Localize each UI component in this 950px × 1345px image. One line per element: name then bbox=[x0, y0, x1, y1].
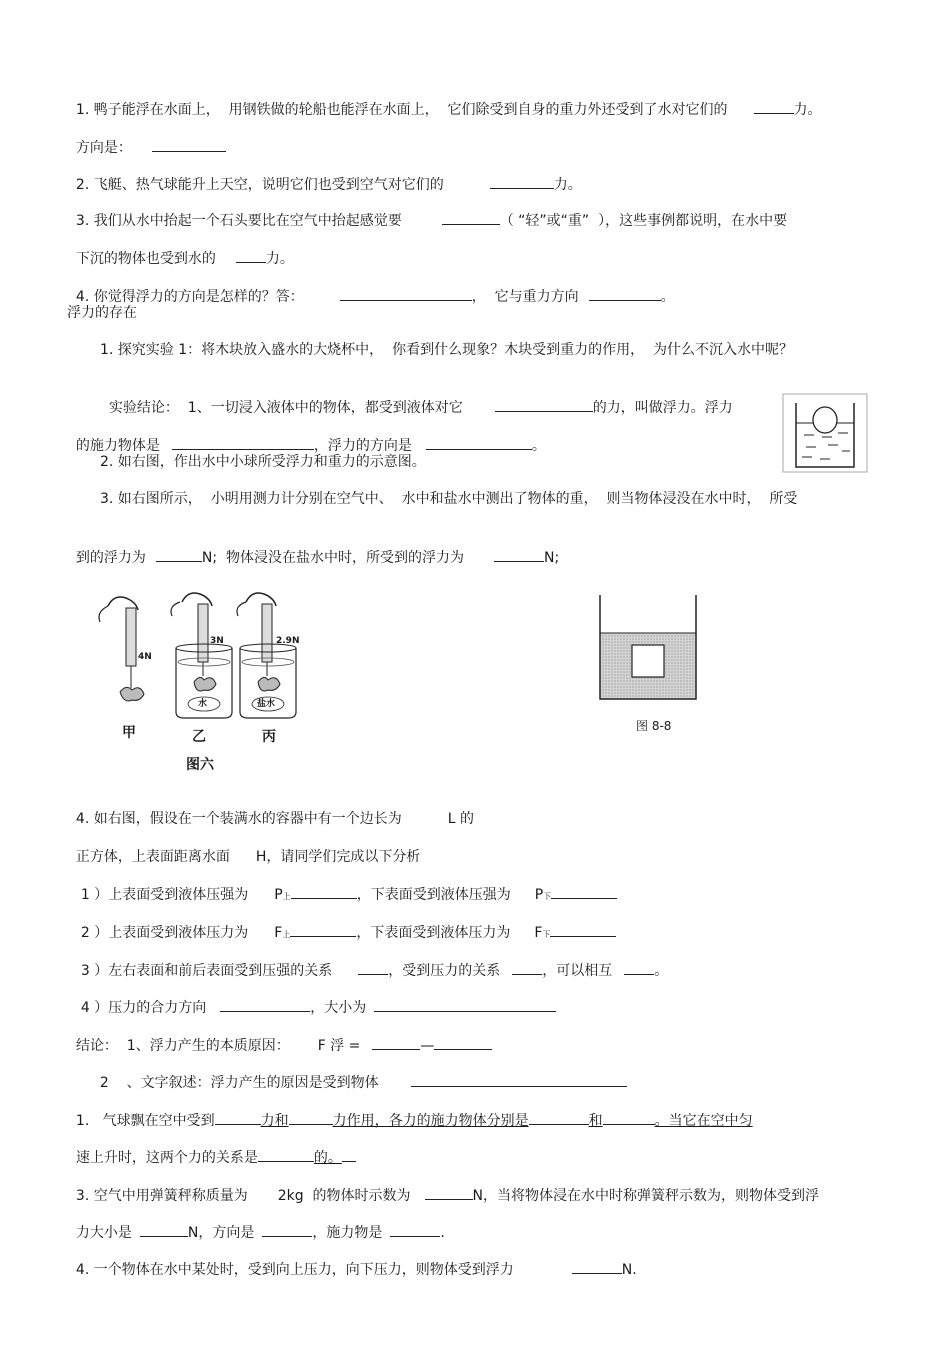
exp3-blank1[interactable] bbox=[156, 547, 202, 562]
formula-symbol: F 浮 = bbox=[317, 1038, 361, 1054]
q3-blank[interactable] bbox=[442, 210, 500, 225]
conclusion-word-blank[interactable] bbox=[411, 1072, 627, 1087]
practice-4-blank[interactable] bbox=[572, 1259, 622, 1274]
q2-text-end: 力。 bbox=[553, 177, 582, 193]
conclusion-text2: 的施力物体是 bbox=[75, 438, 160, 454]
label-bing: 丙 bbox=[262, 729, 276, 745]
practice-3-text5: N，方向是 bbox=[187, 1225, 255, 1241]
analysis-3-blank3[interactable] bbox=[624, 960, 654, 975]
q1-text-end: 力。 bbox=[793, 102, 822, 118]
q2-text: 2. 飞艇、热气球能升上天空，说明它们也受到空气对它们的 bbox=[75, 177, 444, 193]
practice-1-text2: 力和 bbox=[260, 1113, 289, 1129]
analysis-3-mid1: ，受到压力的关系 bbox=[388, 963, 501, 979]
experiment-3: 3. 如右图所示， 小明用测力计分别在空气中、 水中和盐水中测出了物体的重， 则当物体浸没在水中时， 所受 bbox=[100, 491, 798, 507]
practice-3-text6: ，施力物是 bbox=[312, 1225, 383, 1241]
experiment-1: 1. 探究实验 1：将木块放入盛水的大烧杯中， 你看到什么现象？木块受到重力的作用， 为什么不沉入水中呢？ bbox=[100, 342, 793, 358]
practice-3-text2: 2kg 的物体时示数为 bbox=[277, 1188, 411, 1204]
scale-air bbox=[99, 597, 144, 701]
p-bottom-blank[interactable] bbox=[551, 884, 617, 899]
q4-blank2[interactable] bbox=[589, 286, 661, 301]
analysis-4-mid: ，大小为 bbox=[310, 1000, 367, 1016]
f-bottom-blank[interactable] bbox=[550, 922, 616, 937]
practice-1-blank3[interactable] bbox=[529, 1110, 589, 1125]
q3-text2: 下沉的物体也受到水的 bbox=[75, 251, 216, 267]
liquid-saltwater: 盐水 bbox=[257, 699, 276, 709]
analysis-1-mid: ，下表面受到液体压强为 bbox=[356, 887, 511, 903]
q4-line bbox=[67, 266, 675, 307]
label-yi: 乙 bbox=[192, 729, 206, 745]
formula-blank1[interactable] bbox=[372, 1035, 420, 1050]
practice-4 bbox=[67, 1239, 637, 1280]
conclusion-text2-end: 。 bbox=[531, 438, 546, 454]
formula-text: 结论： 1、浮力产生的本质原因： bbox=[75, 1038, 290, 1054]
figure-six bbox=[90, 588, 310, 778]
conclusion-line2 bbox=[67, 415, 546, 456]
analysis-3-blank1[interactable] bbox=[358, 960, 388, 975]
analysis-3 bbox=[72, 940, 668, 981]
q1-direction-blank[interactable] bbox=[152, 137, 226, 152]
analysis-4-blank2[interactable] bbox=[374, 997, 556, 1012]
conclusion-text-line bbox=[91, 1052, 627, 1093]
cube-q-text2-end: H，请同学们完成以下分析 bbox=[255, 849, 421, 865]
q4-blank1[interactable] bbox=[340, 286, 472, 301]
figure-six-caption: 图六 bbox=[186, 757, 214, 773]
cube-question-line2 bbox=[67, 827, 420, 867]
q3-text: 3. 我们从水中抬起一个石头要比在空气中抬起感觉要 bbox=[75, 213, 402, 229]
analysis-4-text: 4 ）压力的合力方向 bbox=[80, 1000, 207, 1016]
practice-4-end: N. bbox=[621, 1262, 637, 1278]
practice-1-line2 bbox=[67, 1127, 356, 1168]
q1-blank[interactable] bbox=[754, 99, 794, 114]
q2-blank[interactable] bbox=[490, 174, 554, 189]
practice-1-blank2[interactable] bbox=[289, 1110, 333, 1125]
exp3-blank2[interactable] bbox=[494, 547, 544, 562]
conclusion-word-text: 2 、文字叙述：浮力产生的原因是受到物体 bbox=[99, 1075, 379, 1091]
practice-3-end: . bbox=[440, 1225, 445, 1241]
q3-line bbox=[67, 190, 787, 231]
analysis-3-end: 。 bbox=[654, 963, 669, 979]
p-top-subscript: 上 bbox=[282, 892, 291, 901]
exp3-text: 到的浮力为 bbox=[75, 550, 146, 566]
conclusion-text2-mid: ，浮力的方向是 bbox=[313, 438, 412, 454]
conclusion-blank1[interactable] bbox=[495, 397, 593, 412]
reading-water: 3N bbox=[210, 636, 224, 646]
practice-1-blank4[interactable] bbox=[603, 1110, 655, 1125]
cube-q-text2: 正方体，上表面距离水面 bbox=[75, 849, 230, 865]
practice-1-text: 1. 气球飘在空中受到 bbox=[75, 1113, 215, 1129]
practice-1-text3: 力作用，各力的施力物体分别是 bbox=[332, 1113, 529, 1129]
practice-1-text6: 速上升时，这两个力的关系是 bbox=[75, 1150, 258, 1166]
f-top-symbol: F bbox=[274, 925, 283, 941]
ball-shape bbox=[813, 407, 837, 433]
practice-1 bbox=[67, 1090, 753, 1131]
practice-1-blank1[interactable] bbox=[215, 1110, 261, 1125]
f-bottom-subscript: 下 bbox=[542, 930, 551, 939]
cube-q-text1-end: L 的 bbox=[447, 811, 474, 827]
q1-line bbox=[67, 79, 822, 120]
ball-in-water-figure bbox=[782, 393, 868, 473]
practice-3-text4: 力大小是 bbox=[75, 1225, 132, 1241]
practice-3-text3: N，当将物体浸在水中时称弹簧秤示数为，则物体受到浮 bbox=[472, 1188, 820, 1204]
figure-8-8-caption: 图 8-8 bbox=[636, 719, 672, 733]
q4-text-end: 。 bbox=[660, 289, 675, 305]
q4-text: 4. 你觉得浮力的方向是怎样的？答： bbox=[75, 289, 304, 305]
analysis-4 bbox=[72, 977, 556, 1018]
practice-3-blank2[interactable] bbox=[140, 1222, 188, 1237]
q3-text2-end: 力。 bbox=[265, 251, 294, 267]
q1-direction-line bbox=[67, 117, 226, 158]
section-title: 浮力的存在 bbox=[67, 305, 137, 321]
analysis-3-mid2: ，可以相互 bbox=[542, 963, 613, 979]
analysis-4-blank1[interactable] bbox=[220, 997, 310, 1012]
practice-3-blank1[interactable] bbox=[425, 1185, 473, 1200]
practice-4-text: 4. 一个物体在水中某处时，受到向上压力，向下压力，则物体受到浮力 bbox=[75, 1262, 514, 1278]
reading-saltwater: 2.9N bbox=[276, 636, 300, 646]
q1-direction-text: 方向是： bbox=[75, 140, 132, 156]
p-bottom-subscript: 下 bbox=[543, 892, 552, 901]
q1-text: 1. 鸭子能浮在水面上， 用钢铁做的轮船也能浮在水面上， 它们除受到自身的重力外还受到了水对它们的 bbox=[75, 102, 728, 118]
q2-line bbox=[67, 154, 582, 195]
f-top-subscript: 上 bbox=[282, 930, 291, 939]
analysis-2 bbox=[72, 902, 616, 945]
analysis-2-text: 2 ）上表面受到液体压力为 bbox=[80, 925, 249, 941]
analysis-3-text: 3 ）左右表面和前后表面受到压强的关系 bbox=[80, 963, 333, 979]
figure-8-8 bbox=[596, 593, 700, 703]
practice-3 bbox=[67, 1165, 819, 1206]
exp3-text-mid: N; 物体浸没在盐水中时，所受到的浮力为 bbox=[201, 550, 464, 566]
analysis-1 bbox=[72, 864, 617, 907]
analysis-1-text: 1 ）上表面受到液体压强为 bbox=[80, 887, 249, 903]
p-top-blank[interactable] bbox=[291, 884, 357, 899]
conclusion-blank3[interactable] bbox=[426, 435, 532, 450]
practice-1-text7: 的。 bbox=[313, 1150, 342, 1166]
reading-air: 4N bbox=[138, 652, 152, 662]
practice-1-text4: 和 bbox=[588, 1113, 603, 1129]
cube-q-text1: 4. 如右图，假设在一个装满水的容器中有一个边长为 bbox=[75, 811, 402, 827]
f-bottom-symbol: F bbox=[534, 925, 543, 941]
f-top-blank[interactable] bbox=[290, 922, 356, 937]
exp3-text-end: N; bbox=[544, 550, 560, 566]
q3-text-mid: （ “轻”或“重” ），这些事例都说明，在水中要 bbox=[499, 213, 788, 229]
practice-3-line2 bbox=[67, 1202, 445, 1243]
practice-1-text5: 。当它在空中匀 bbox=[654, 1113, 753, 1129]
experiment-2: 2. 如右图，作出水中小球所受浮力和重力的示意图。 bbox=[100, 454, 426, 470]
formula-blank2[interactable] bbox=[434, 1035, 492, 1050]
conclusion-formula bbox=[67, 1015, 492, 1056]
cube-shape bbox=[632, 645, 664, 677]
practice-3-blank4[interactable] bbox=[390, 1222, 440, 1237]
p-top-symbol: P bbox=[274, 887, 283, 903]
conclusion-text1: 实验结论： 1、一切浸入液体中的物体，都受到液体对它 bbox=[108, 400, 463, 416]
practice-1-blank5[interactable] bbox=[258, 1147, 314, 1162]
label-jia: 甲 bbox=[122, 725, 136, 741]
experiment-3-line2 bbox=[67, 527, 559, 568]
formula-minus: — bbox=[420, 1038, 435, 1054]
liquid-water: 水 bbox=[198, 699, 208, 709]
q3-blank2[interactable] bbox=[236, 248, 266, 263]
cube-question-line1 bbox=[67, 789, 474, 829]
conclusion-text1-end: 的力，叫做浮力。浮力 bbox=[592, 400, 733, 416]
q4-text-mid: ， 它与重力方向 bbox=[471, 289, 579, 305]
p-bottom-symbol: P bbox=[534, 887, 544, 903]
q3-line2 bbox=[67, 228, 294, 269]
conclusion-blank2[interactable] bbox=[172, 435, 314, 450]
analysis-2-mid: ，下表面受到液体压力为 bbox=[356, 925, 511, 941]
practice-3-text: 3. 空气中用弹簧秤称质量为 bbox=[75, 1188, 248, 1204]
practice-3-blank3[interactable] bbox=[262, 1222, 312, 1237]
conclusion-line1 bbox=[100, 377, 733, 418]
practice-1-tail bbox=[342, 1147, 356, 1162]
analysis-3-blank2[interactable] bbox=[512, 960, 542, 975]
